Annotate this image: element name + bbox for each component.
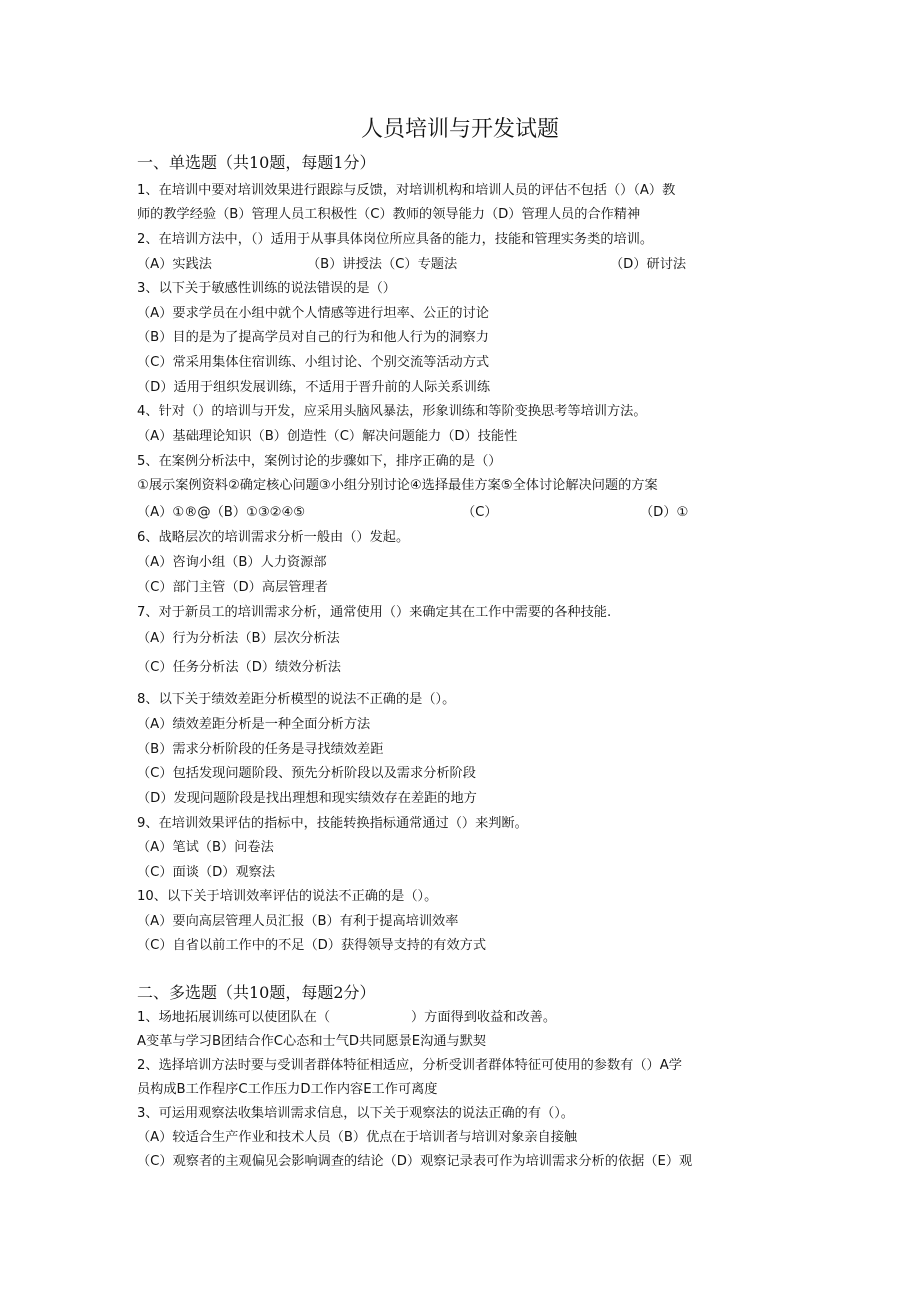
question-10-options-ab: （A）要向高层管理人员汇报（B）有利于提高培训效率 <box>137 914 459 929</box>
question-1-line-1: 1、在培训中要对培训效果进行跟踪与反馈，对培训机构和培训人员的评估不包括（）（A）教 <box>137 183 676 198</box>
question-5-steps: ①展示案例资料②确定核心问题③小组分别讨论④选择最佳方案⑤全体讨论解决问题的方案 <box>137 478 658 493</box>
question-4-options: （A）基础理论知识（B）创造性（C）解决问题能力（D）技能性 <box>137 429 518 444</box>
question-9-stem: 9、在培训效果评估的指标中，技能转换指标通常通过（）来判断。 <box>137 816 528 831</box>
question-2-option-d: （D）研讨法 <box>610 257 687 272</box>
mc-question-3-stem: 3、可运用观察法收集培训需求信息，以下关于观察法的说法正确的有（）。 <box>137 1106 574 1121</box>
mc-question-1-stem-end: ）方面得到收益和改善。 <box>411 1010 557 1025</box>
mc-question-1-stem-start: 1、场地拓展训练可以使团队在（ <box>137 1010 331 1025</box>
question-2-option-bc: （B）讲授法（C）专题法 <box>307 257 458 272</box>
question-6-stem: 6、战略层次的培训需求分析一般由（）发起。 <box>137 530 410 545</box>
question-7-stem: 7、对于新员工的培训需求分析，通常使用（）来确定其在工作中需要的各种技能. <box>137 605 612 620</box>
question-7-options-ab: （A）行为分析法（B）层次分析法 <box>137 631 340 646</box>
question-9-options-cd: （C）面谈（D）观察法 <box>137 865 276 880</box>
question-3-option-a: （A）要求学员在小组中就个人情感等进行坦率、公正的讨论 <box>137 306 489 321</box>
mc-question-1-options: A变革与学习B团结合作C心态和士气D共同愿景E沟通与默契 <box>137 1034 487 1049</box>
question-3-stem: 3、以下关于敏感性训练的说法错误的是（） <box>137 281 396 296</box>
question-8-option-b: （B）需求分析阶段的任务是寻找绩效差距 <box>137 742 384 757</box>
question-5-option-d: （D）① <box>640 505 689 520</box>
question-7-options-cd: （C）任务分析法（D）绩效分析法 <box>137 660 341 675</box>
question-2-stem: 2、在培训方法中，（）适用于从事具体岗位所应具备的能力，技能和管理实务类的培训。 <box>137 232 654 247</box>
question-8-stem: 8、以下关于绩效差距分析模型的说法不正确的是（）。 <box>137 692 456 707</box>
question-3-option-d: （D）适用于组织发展训练，不适用于晋升前的人际关系训练 <box>137 380 491 395</box>
question-6-options-ab: （A）咨询小组（B）人力资源部 <box>137 555 327 570</box>
question-6-options-cd: （C）部门主管（D）高层管理者 <box>137 580 328 595</box>
question-4-stem: 4、针对（）的培训与开发，应采用头脑风暴法，形象训练和等阶变换思考等培训方法。 <box>137 404 647 419</box>
mc-question-2-line-1: 2、选择培训方法时要与受训者群体特征相适应，分析受训者群体特征可使用的参数有（）A学 <box>137 1058 682 1073</box>
question-3-option-b: （B）目的是为了提高学员对自己的行为和他人行为的洞察力 <box>137 330 489 345</box>
question-1-line-2: 师的教学经验（B）管理人员工积极性（C）教师的领导能力（D）管理人员的合作精神 <box>137 207 641 222</box>
page-title: 人员培训与开发试题 <box>360 117 559 142</box>
question-3-option-c: （C）常采用集体住宿训练、小组讨论、个别交流等活动方式 <box>137 355 490 370</box>
question-8-option-d: （D）发现问题阶段是找出理想和现实绩效存在差距的地方 <box>137 791 477 806</box>
question-5-stem: 5、在案例分析法中，案例讨论的步骤如下，排序正确的是（） <box>137 454 502 469</box>
question-10-stem: 10、以下关于培训效率评估的说法不正确的是（）。 <box>137 889 438 904</box>
question-2-option-a: （A）实践法 <box>137 257 212 272</box>
mc-question-2-line-2: 员构成B工作程序C工作压力D工作内容E工作可离度 <box>137 1082 438 1097</box>
section-heading-single-choice: 一、单选题（共10题，每题1分） <box>137 153 376 172</box>
question-5-option-c: （C） <box>462 505 498 520</box>
mc-question-3-options-line-2: （C）观察者的主观偏见会影响调查的结论（D）观察记录表可作为培训需求分析的依据（E）观 <box>137 1154 693 1169</box>
question-9-options-ab: （A）笔试（B）问卷法 <box>137 840 274 855</box>
question-10-options-cd: （C）自省以前工作中的不足（D）获得领导支持的有效方式 <box>137 938 487 953</box>
mc-question-3-options-line-1: （A）较适合生产作业和技术人员（B）优点在于培训者与培训对象亲自接触 <box>137 1130 578 1145</box>
section-heading-multiple-choice: 二、多选题（共10题，每题2分） <box>137 983 376 1002</box>
question-8-option-a: （A）绩效差距分析是一种全面分析方法 <box>137 717 371 732</box>
question-8-option-c: （C）包括发现问题阶段、预先分析阶段以及需求分析阶段 <box>137 766 476 781</box>
question-5-option-ab: （A）①®@（B）①③②④⑤ <box>137 505 306 520</box>
